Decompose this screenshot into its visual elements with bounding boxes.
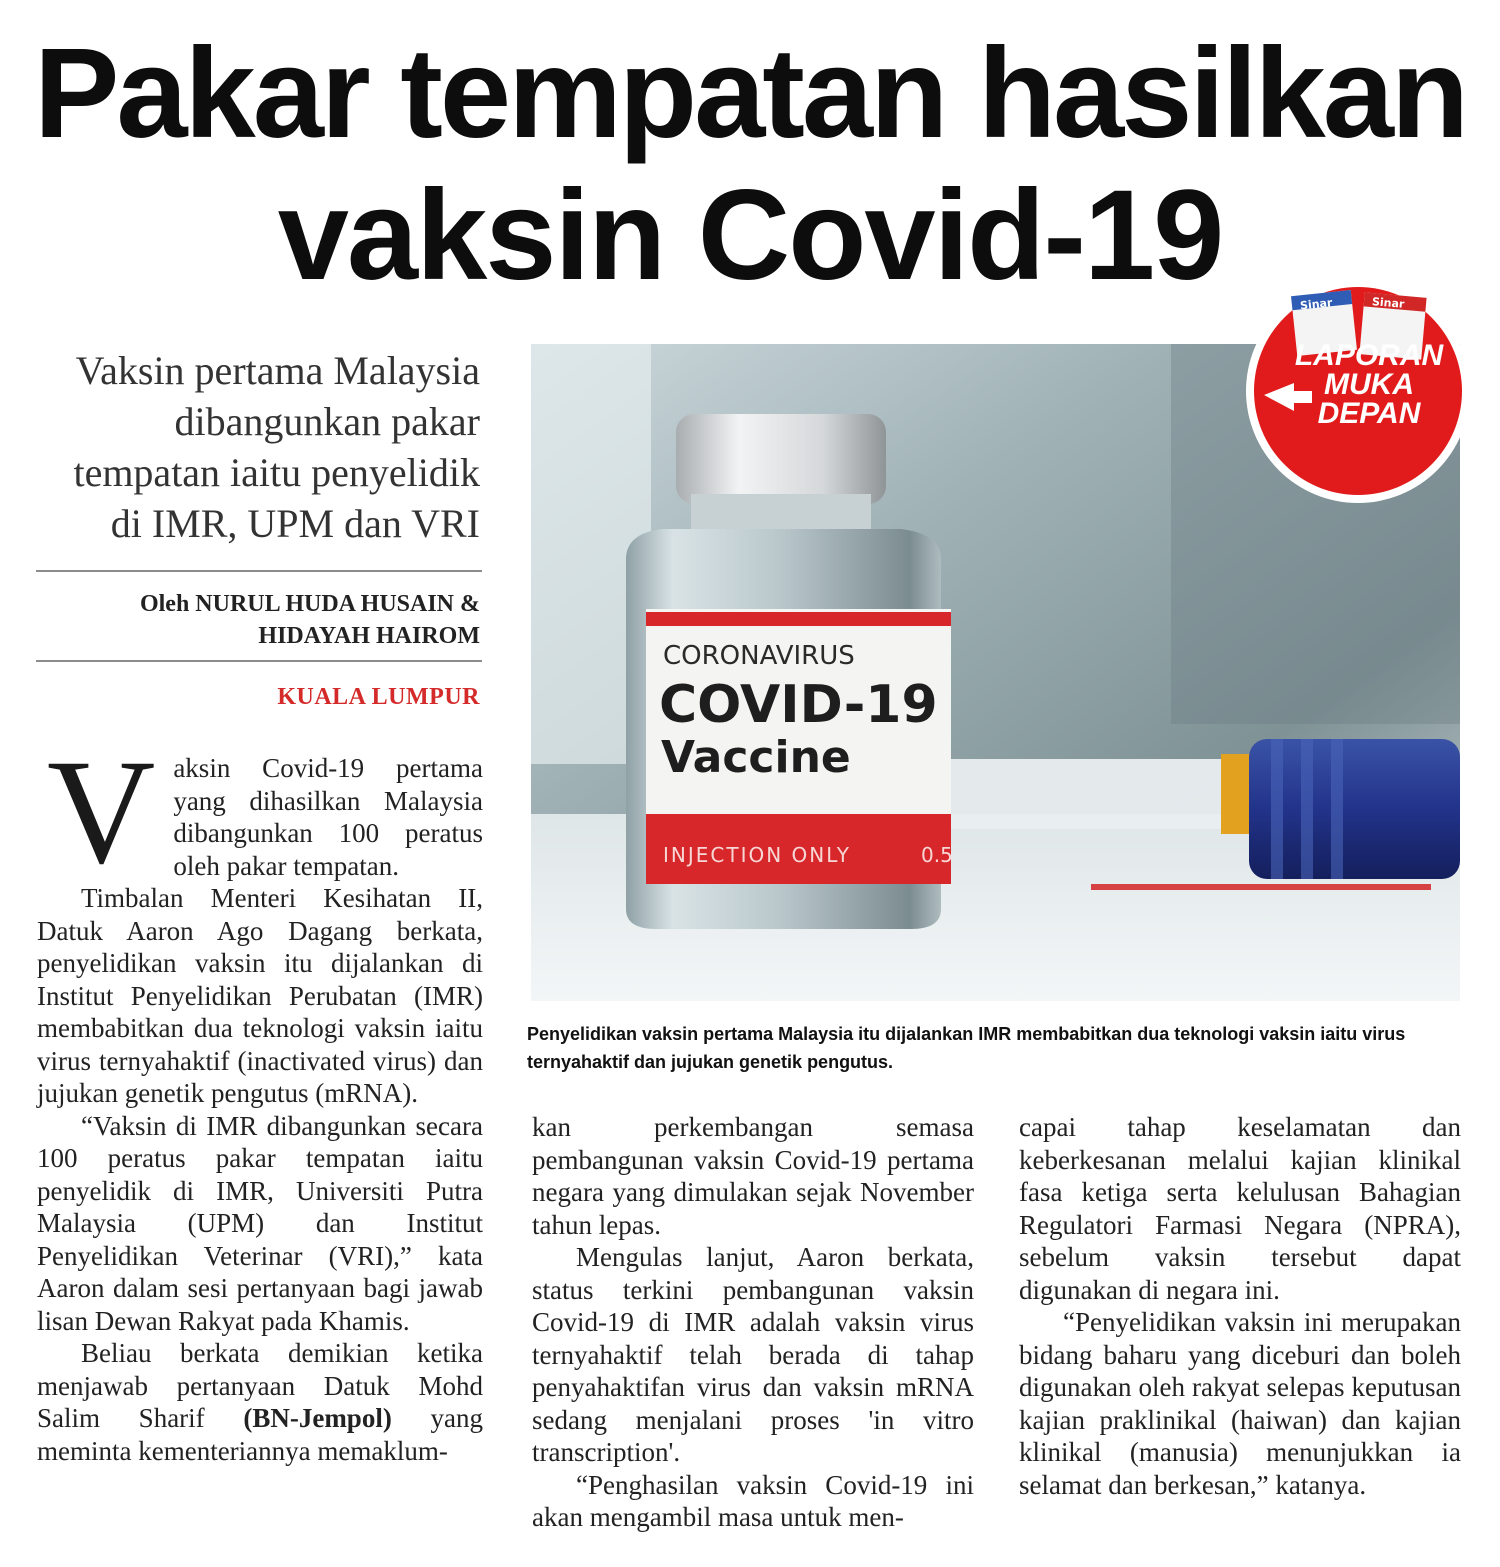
paragraph-3: “Vaksin di IMR dibangunkan secara 100 peratus pakar tempatan iaitu penyelidik di IMR, Universiti Putra Malaysia (UPM) dan Institut Penyelidikan Veterinar (VRI),” kata Aaron dalam sesi pertanyaan bagi jawab lisan Dewan Rakyat pada Khamis. bbox=[37, 1110, 483, 1336]
paragraph-8: capai tahap keselamatan dan keberkesanan melalui kajian klinikal fasa ketiga serta kelulusan Bahagian Regulatori Farmasi Negara (NPRA), sebelum vaksin tersebut dapat digunakan di negara ini. bbox=[1019, 1112, 1461, 1305]
label-covid19: COVID-19 bbox=[659, 675, 938, 735]
paragraph-4 bbox=[37, 1337, 483, 1467]
paragraph-1-text: aksin Covid-19 pertama yang dihasilkan Malaysia dibangunkan 100 peratus oleh pakar tempatan. bbox=[173, 753, 483, 881]
byline bbox=[40, 588, 480, 652]
paragraph-1 bbox=[37, 729, 483, 895]
drop-cap: V bbox=[47, 729, 156, 895]
masthead-1: Sinar bbox=[1299, 296, 1333, 313]
paragraph-7: “Penghasilan vaksin Covid-19 ini akan mengambil masa untuk men- bbox=[532, 1469, 974, 1532]
badge-line-2: MUKA bbox=[1324, 368, 1414, 401]
badge-line-3: DEPAN bbox=[1317, 397, 1421, 430]
article-column-2 bbox=[532, 1111, 974, 1534]
photo-caption: Penyelidikan vaksin pertama Malaysia itu dijalankan IMR membabitkan dua teknologi vaksin iaitu virus ternyahaktif dan jujukan genetik pengutus. bbox=[527, 1024, 1406, 1072]
paragraph-6: Mengulas lanjut, Aaron berkata, status terkini pembangunan vaksin Covid-19 di IMR adalah vaksin virus ternyahaktif telah berada di tahap penyahaktifan virus dan vaksin mRNA sedang menjalani proses 'in vitro transcription'. bbox=[532, 1242, 974, 1467]
paragraph-2: Timbalan Menteri Kesihatan II, Datuk Aaron Ago Dagang berkata, penyelidikan vaksin itu dijalankan di Institut Penyelidikan Perubatan (IMR) membabitkan dua teknologi vaksin iaitu virus ternyahaktif (inactivated virus) dan jujukan genetik pengutus (mRNA). bbox=[37, 883, 483, 1108]
badge-line-1: LAPORAN bbox=[1294, 339, 1444, 372]
masthead-2: Sinar bbox=[1371, 295, 1405, 311]
paragraph-9: “Penyelidikan vaksin ini merupakan bidang baharu yang diceburi dan boleh digunakan oleh rakyat selepas keputusan kajian praklinikal (haiwan) dan kajian klinikal (manusia) menunjukkan ia selamat dan berkesan,” katanya. bbox=[1019, 1307, 1461, 1500]
standfirst: Vaksin pertama Malaysia dibangunkan pakar tempatan iaitu penyelidik di IMR, UPM dan VRI bbox=[73, 348, 480, 546]
article-column-1 bbox=[37, 729, 483, 1467]
divider-bottom bbox=[36, 660, 482, 662]
byline-line-1: Oleh NURUL HUDA HUSAIN & bbox=[139, 591, 480, 617]
divider-top bbox=[36, 570, 482, 572]
headline-line-2: vaksin Covid-19 bbox=[277, 164, 1223, 307]
dateline: KUALA LUMPUR bbox=[277, 684, 480, 710]
constituency-label: (BN-Jempol) bbox=[243, 1403, 392, 1433]
label-injection-only: INJECTION ONLY bbox=[663, 843, 851, 867]
label-coronavirus: CORONAVIRUS bbox=[663, 641, 855, 671]
label-dose: 0.5 bbox=[921, 843, 953, 867]
headline-line-1: Pakar tempatan hasilkan bbox=[33, 22, 1467, 165]
label-vaccine: Vaccine bbox=[661, 732, 851, 783]
paragraph-5: kan perkembangan semasa pembangunan vaksin Covid-19 pertama negara yang dimulakan sejak November tahun lepas. bbox=[532, 1112, 974, 1240]
byline-line-2: HIDAYAH HAIROM bbox=[258, 623, 480, 649]
article-column-3 bbox=[1019, 1111, 1461, 1501]
paragraph-4-b: yang meminta kementeriannya memaklum- bbox=[37, 1403, 483, 1466]
badge-label bbox=[1284, 341, 1454, 428]
paragraph-4-a: Beliau berkata demikian ketika menjawab pertanyaan Datuk Mohd Salim Sharif bbox=[37, 1338, 483, 1433]
